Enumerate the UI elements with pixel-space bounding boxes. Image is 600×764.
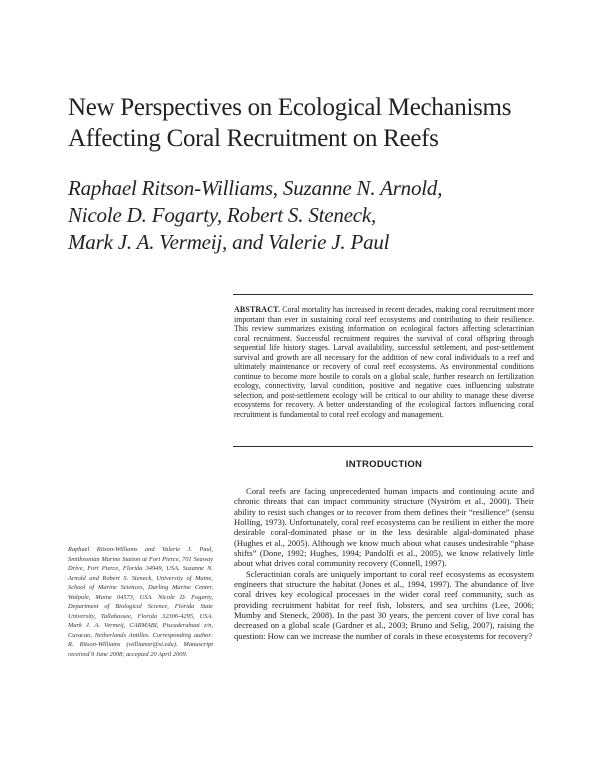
author-affiliations-footnote: Raphael Ritson-Williams and Valerie J. Paul, Smithsonian Marine Station at Fort Pierce, 701 Seaway Drive, Fort Pierce, Florida 34949, USA. Suzanne N. Arnold and Robert S. Steneck, University of Maine, School of Marine Sciences, Darling Marine Center, Walpole, Maine 04573, USA. Nicole D. Fogarty, Department of Biological Science, Florida State University, Tallahassee, Florida 32306-4295, USA. Mark J. A. Vermeij, CARMABI, Piscaderabaai z/n, Curacao, Netherlands Antilles. Corresponding author: R. Ritson-Williams (williamsr@si.edu). Manuscript received 9 June 2008; accepted 20 April 2009. — [68, 546, 213, 658]
abstract-text: Coral mortality has increased in recent decades, making coral recruitment more important than ever in sustaining coral reef ecosystems and contributing to their resilience. This review summarizes existing information on ecological factors affecting scleractinian coral recruitment. Successful recruitment requires the survival of coral offspring through sequential life history stages. Larval availability, successful settlement, and post-settlement survival and growth are all necessary for the addition of new coral individuals to a reef and ultimately maintenance or recovery of coral reef ecosystems. As environmental conditions continue to become more hostile to corals on a global scale, further research on fertilization ecology, connectivity, larval condition, positive and negative cues influencing substrate selection, and post-settlement ecology will be critical to our ability to manage these diverse ecosystems for recovery. A better understanding of the ecological factors influencing coral recruitment is fundamental to coral reef ecology and management. — [234, 305, 534, 420]
author-line: Nicole D. Fogarty, Robert S. Steneck, — [68, 203, 377, 227]
author-line: Raphael Ritson-Williams, Suzanne N. Arnold, — [68, 176, 443, 200]
paragraph: Scleractinian corals are uniquely important to coral reef ecosystems as ecosystem engineers that structure the habitat (Jones et al., 1994, 1997). The abundance of live coral drives key ecological processes in the wider coral reef community, such as providing recruitment habitat for reef fish, lobsters, and sea urchins (Lee, 2006; Mumby and Steneck, 2008). In the past 30 years, the percent cover of live coral has decreased on a global scale (Gardner et al., 2003; Bruno and Selig, 2007), raising the question: How can we increase the number of corals in these ecosystems for recovery? — [234, 568, 534, 641]
introduction-body — [234, 486, 534, 641]
abstract-label: ABSTRACT. — [234, 305, 281, 314]
abstract-bottom-rule — [233, 446, 533, 447]
abstract — [234, 305, 534, 420]
abstract-top-rule — [233, 294, 533, 295]
author-line: Mark J. A. Vermeij, and Valerie J. Paul — [68, 230, 390, 254]
article-title: New Perspectives on Ecological Mechanisms Affecting Coral Recruitment on Reefs — [68, 94, 512, 152]
author-list — [68, 175, 568, 256]
paragraph: Coral reefs are facing unprecedented human impacts and continuing acute and chronic threats that can impact community structure (Nyström et al., 2000). Their ability to resist such changes or to recover from them defines their “resilience” (sensu Holling, 1973). Unfortunately, coral reef ecosystems can be resilient in either the more desirable coral-dominated phase or in the less desirable algal-dominated phase (Hughes et al., 2005). Although we know much about what causes undesirable “phase shifts” (Done, 1992; Hughes, 1994; Pandolfi et al., 2005), we know relatively little about what drives coral community recovery (Connell, 1997). — [234, 486, 534, 569]
section-heading-introduction: INTRODUCTION — [345, 459, 423, 470]
